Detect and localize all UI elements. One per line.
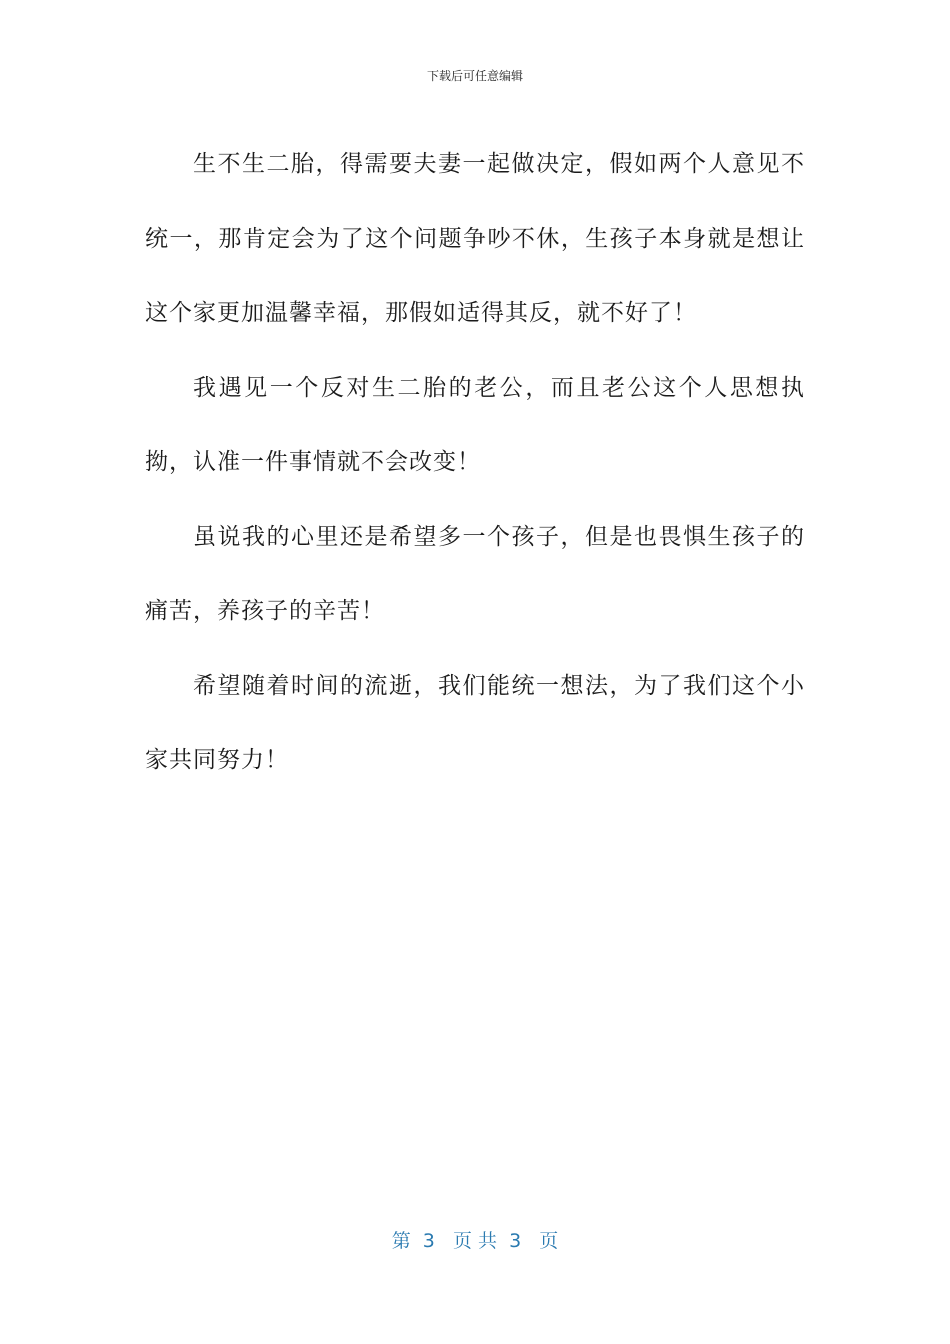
document-body [145, 127, 805, 798]
paragraph: 希望随着时间的流逝，我们能统一想法，为了我们这个小家共同努力！ [145, 672, 805, 773]
page-number-footer: 第 3 页 共 3 页 [391, 1230, 559, 1252]
paragraph: 虽说我的心里还是希望多一个孩子，但是也畏惧生孩子的痛苦，养孩子的辛苦！ [145, 523, 805, 624]
header-note: 下载后可任意编辑 [426, 69, 523, 83]
paragraph: 生不生二胎，得需要夫妻一起做决定，假如两个人意见不统一，那肯定会为了这个问题争吵不休，生孩子本身就是想让这个家更加温馨幸福，那假如适得其反，就不好了！ [145, 151, 805, 326]
paragraph: 我遇见一个反对生二胎的老公，而且老公这个人思想执拗，认准一件事情就不会改变！ [145, 374, 805, 475]
